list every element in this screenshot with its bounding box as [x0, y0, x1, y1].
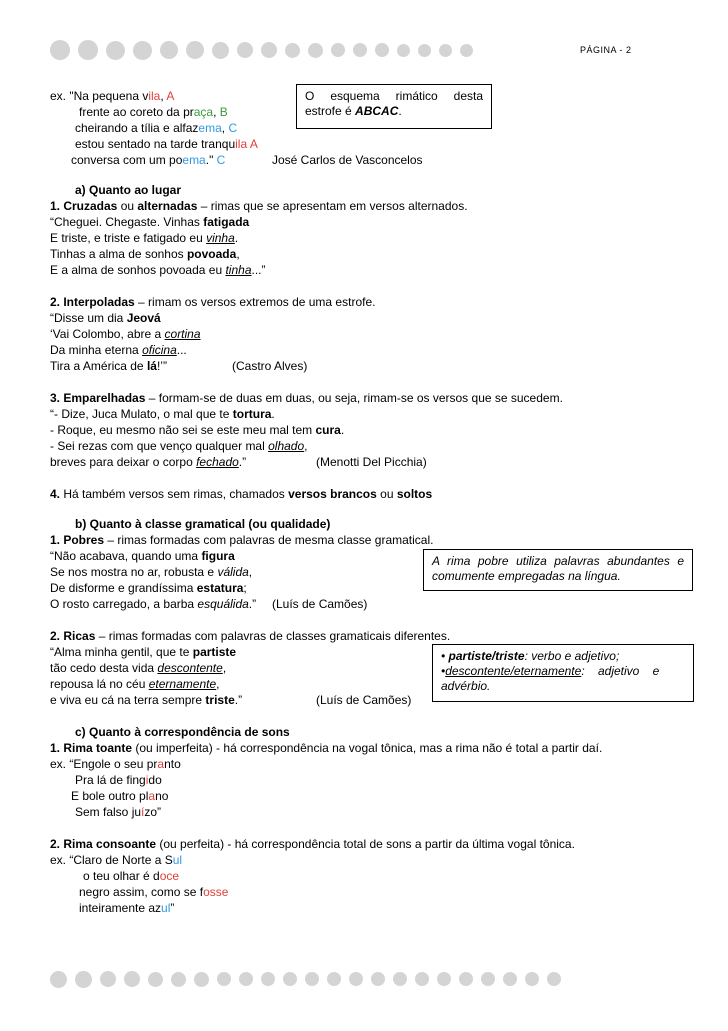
verse-text: .	[234, 231, 239, 245]
rhyme-vowel: a	[157, 757, 165, 771]
dot-icon	[75, 971, 92, 988]
verse-text: .”	[234, 693, 243, 707]
dot-icon	[133, 41, 152, 60]
verse-text: ,	[236, 247, 240, 261]
text: Há também versos sem rimas, chamados	[63, 487, 289, 501]
dot-icon	[459, 972, 473, 986]
dot-icon	[308, 43, 323, 58]
toante-line1	[50, 757, 181, 772]
pobres-poem-line3	[50, 581, 247, 596]
toante-line2	[75, 773, 162, 788]
ricas-poem-line4	[50, 693, 242, 708]
verse-text: inteiramente az	[79, 901, 162, 915]
term: 3. Emparelhadas	[50, 391, 146, 405]
interpoladas-definition	[50, 295, 375, 310]
verse-text: “- Dize, Juca Mulato, o mal que te	[50, 407, 233, 421]
text: – rimas formadas com palavras de mesma classe gramatical.	[104, 533, 434, 547]
poem2-line4	[50, 359, 167, 374]
dot-icon	[415, 972, 429, 986]
verse-text: repousa lá no céu	[50, 677, 149, 691]
verse-text: ex. "Na pequena v	[50, 89, 149, 103]
pobres-poem-line2	[50, 565, 252, 580]
rhyme-word: válida	[217, 565, 249, 579]
verse-text: Tira a América de	[50, 359, 147, 373]
dot-icon	[261, 42, 277, 58]
consoante-line4	[79, 901, 174, 916]
text: – formam-se de duas em duas, ou seja, rimam-se os versos que se sucedem.	[145, 391, 563, 405]
dot-icon	[305, 972, 319, 986]
footer-dots	[50, 968, 569, 990]
rhyme-word: povoada	[186, 247, 237, 261]
poem3-line3	[50, 439, 308, 454]
text: ou	[376, 487, 397, 501]
poem2-line1	[50, 311, 161, 326]
verse-text: Se nos mostra no ar, robusta e	[50, 565, 218, 579]
consoante-line1	[50, 853, 182, 868]
verse-text: - Sei rezas com que venço qualquer mal	[50, 439, 269, 453]
cruzadas-definition	[50, 199, 468, 214]
rhyme-tag: A	[166, 89, 175, 103]
rhyme-vowel: a	[148, 789, 156, 803]
term: 1. Rima toante	[50, 741, 133, 755]
poem1-line3	[50, 247, 240, 262]
item-number: 4.	[50, 487, 64, 501]
verse-text: conversa com um po	[71, 153, 183, 167]
poem3-line1	[50, 407, 275, 422]
rhyme-sound: osse	[203, 885, 229, 899]
rhyme-word: figura	[201, 549, 235, 563]
verse-text: tão cedo desta vida	[50, 661, 158, 675]
dot-icon	[239, 972, 253, 986]
dot-icon	[217, 972, 231, 986]
box-line-2	[441, 664, 685, 679]
term: versos brancos	[288, 487, 377, 501]
ricas-poem-author: (Luís de Camões)	[316, 693, 412, 707]
text: – rimam os versos extremos de uma estrofe.	[134, 295, 376, 309]
text: ou	[117, 199, 138, 213]
rhyme-word: oficina	[142, 343, 177, 357]
poem2-line2	[50, 327, 201, 342]
rhyme-word: esquálida	[197, 597, 249, 611]
rhyme-sound: ul	[172, 853, 183, 867]
dot-icon	[186, 41, 204, 59]
rhyme-word: Jeová	[126, 311, 161, 325]
verse-text: ...”	[251, 263, 266, 277]
box-text: : adjetivo e	[581, 664, 660, 678]
rhyme-word: fatigada	[203, 215, 250, 229]
verse-text: o teu olhar é d	[83, 869, 160, 883]
dot-icon	[160, 41, 178, 59]
rhyme-scheme-box	[296, 84, 492, 129]
verse-text: Pra lá de fing	[75, 773, 146, 787]
pobres-definition	[50, 533, 433, 548]
rhyme-word: vinha	[206, 231, 235, 245]
pobres-poem-line4	[50, 597, 256, 612]
text: – rimas formadas com palavras de classes gramaticais diferentes.	[95, 629, 451, 643]
rhyme-tag: B	[219, 105, 228, 119]
dot-icon	[124, 971, 140, 987]
rhyme-word: tinha	[225, 263, 252, 277]
rhyme-vowel: í	[141, 805, 145, 819]
verse-text: ,	[221, 121, 229, 135]
rhyme-word: cortina	[164, 327, 201, 341]
rhyme-sound: oce	[159, 869, 180, 883]
header-dots	[50, 39, 481, 61]
dot-icon	[418, 44, 431, 57]
rhyme-word: eternamente	[148, 677, 217, 691]
verse-text: “Cheguei. Chegaste. Vinhas	[50, 215, 204, 229]
dot-icon	[212, 42, 229, 59]
verse-text: Sem falso ju	[75, 805, 142, 819]
verse-text: “Não acabava, quando uma	[50, 549, 202, 563]
dot-icon	[393, 972, 407, 986]
bullet: •	[441, 649, 449, 663]
page-number: PÁGINA - 2	[580, 45, 632, 55]
rhyme-sound: ila	[235, 137, 248, 151]
pobres-poem-author: (Luís de Camões)	[272, 597, 368, 611]
toante-line3	[71, 789, 168, 804]
rhyme-tag: C	[216, 153, 226, 167]
toante-line4	[75, 805, 161, 820]
term: soltos	[396, 487, 433, 501]
poem3-line2	[50, 423, 344, 438]
rhyme-tag: C	[228, 121, 238, 135]
section-a-title: a) Quanto ao lugar	[75, 183, 182, 197]
box-text: : verbo e adjetivo;	[524, 649, 620, 663]
rima-rica-note-box	[432, 644, 694, 702]
rhyme-sound: ul	[161, 901, 171, 915]
example1-line2	[79, 105, 228, 120]
dot-icon	[460, 44, 473, 57]
rhyme-word: descontente	[157, 661, 223, 675]
verse-text: no	[155, 789, 169, 803]
verse-text: ,	[222, 661, 227, 675]
term: 2. Rima consoante	[50, 837, 157, 851]
ricas-poem-line3	[50, 677, 219, 692]
verse-text: ex. “Claro de Norte a S	[50, 853, 173, 867]
rhyme-sound: ema	[198, 121, 222, 135]
poem3-author: (Menotti Del Picchia)	[316, 455, 427, 469]
verse-text: negro assim, como se f	[79, 885, 204, 899]
verse-text: do	[148, 773, 162, 787]
dot-icon	[481, 972, 495, 986]
verse-text: e viva eu cá na terra sempre	[50, 693, 206, 707]
verse-text: Da minha eterna	[50, 343, 143, 357]
rhyme-tag: A	[249, 137, 258, 151]
verse-text: ."	[205, 153, 217, 167]
rhyme-word: olhado	[268, 439, 305, 453]
rhyme-word: tortura	[232, 407, 272, 421]
rhyme-sound: aça	[193, 105, 214, 119]
section-b-title: b) Quanto à classe gramatical (ou qualidade)	[75, 517, 331, 531]
dot-icon	[285, 43, 300, 58]
rhyme-scheme: ABCAC	[355, 104, 399, 118]
rhyme-sound: ila	[148, 89, 161, 103]
term: 1. Cruzadas	[50, 199, 118, 213]
poem2-author: (Castro Alves)	[232, 359, 308, 373]
poem3-line4	[50, 455, 246, 470]
verse-text: “Disse um dia	[50, 311, 127, 325]
box-text: A rima pobre utiliza palavras abundantes e comumente empregadas na língua.	[432, 554, 684, 583]
verse-text: frente ao coreto da pr	[79, 105, 194, 119]
dot-icon	[100, 971, 116, 987]
verse-text: .”	[238, 455, 247, 469]
poem1-line1	[50, 215, 249, 230]
poem1-line4	[50, 263, 266, 278]
rhyme-word: fechado	[196, 455, 239, 469]
rima-consoante-definition	[50, 837, 575, 852]
ricas-poem-line1	[50, 645, 236, 660]
example1-line3	[75, 121, 237, 136]
verse-text: estou sentado na tarde tranqu	[75, 137, 236, 151]
pobres-poem-line1	[50, 549, 235, 564]
term: 1. Pobres	[50, 533, 105, 547]
example1-line4	[75, 137, 258, 152]
dot-icon	[194, 972, 209, 987]
rhyme-vowel: i	[145, 773, 149, 787]
poem1-line2	[50, 231, 238, 246]
dot-icon	[397, 44, 410, 57]
rhyme-word: estatura	[196, 581, 244, 595]
verse-text: Tinhas a alma de sonhos	[50, 247, 187, 261]
dot-icon	[50, 971, 67, 988]
verse-text: ,	[216, 677, 220, 691]
verse-text: ...	[176, 343, 187, 357]
verse-text: ex. “Engole o seu pr	[50, 757, 158, 771]
example1-line1	[50, 89, 174, 104]
dot-icon	[331, 43, 345, 57]
dot-icon	[327, 972, 341, 986]
dot-icon	[503, 972, 517, 986]
verse-text: O rosto carregado, a barba	[50, 597, 198, 611]
verse-text: ”	[170, 901, 175, 915]
verse-text: E a alma de sonhos povoada eu	[50, 263, 226, 277]
verse-text: cheirando a tília e alfaz	[75, 121, 199, 135]
rhyme-word: cura	[315, 423, 341, 437]
box-text: O esquema rimático desta estrofe é	[305, 89, 483, 118]
word-pair: partiste/triste	[448, 649, 525, 663]
verse-text: ;	[243, 581, 247, 595]
rhyme-sound: ema	[182, 153, 206, 167]
rima-toante-definition	[50, 741, 602, 756]
verse-text: ,	[304, 439, 308, 453]
word-pair: descontente/eternamente	[445, 664, 582, 678]
verse-text: - Roque, eu mesmo não sei se este meu mal tem	[50, 423, 316, 437]
text: – rimas que se apresentam em versos alternados.	[197, 199, 468, 213]
dot-icon	[106, 41, 125, 60]
ricas-poem-line2	[50, 661, 226, 676]
rhyme-word: lá	[146, 359, 157, 373]
verse-text: breves para deixar o corpo	[50, 455, 197, 469]
consoante-line2	[83, 869, 179, 884]
section-c-title: c) Quanto à correspondência de sons	[75, 725, 290, 739]
verse-text: .”	[248, 597, 257, 611]
verse-text: E bole outro pl	[71, 789, 149, 803]
ricas-definition	[50, 629, 450, 644]
poem2-line3	[50, 343, 187, 358]
dot-icon	[375, 43, 389, 57]
verse-text: De disforme e grandíssima	[50, 581, 197, 595]
dot-icon	[349, 972, 363, 986]
box-text: .	[398, 104, 402, 118]
dot-icon	[171, 972, 186, 987]
box-line-3: advérbio.	[441, 679, 491, 693]
dot-icon	[50, 40, 70, 60]
dot-icon	[78, 40, 98, 60]
box-line-1	[441, 649, 685, 664]
text: (ou imperfeita) - há correspondência na vogal tônica, mas a rima não é total a partir daí.	[132, 741, 603, 755]
dot-icon	[525, 972, 539, 986]
verse-text: E triste, e triste e fatigado eu	[50, 231, 207, 245]
dot-icon	[261, 972, 275, 986]
term: 2. Ricas	[50, 629, 96, 643]
verse-text: .	[340, 423, 345, 437]
consoante-line3	[79, 885, 228, 900]
verse-text: ‘Vai Colombo, abre a	[50, 327, 165, 341]
verse-text: .	[271, 407, 275, 421]
verse-text: ,	[160, 89, 167, 103]
rhyme-word: triste	[205, 693, 235, 707]
dot-icon	[437, 972, 451, 986]
bullet: •	[441, 664, 446, 678]
verse-text: !’”	[156, 359, 167, 373]
dot-icon	[237, 42, 253, 58]
verse-text: ,	[213, 105, 220, 119]
dot-icon	[283, 972, 297, 986]
term: alternadas	[137, 199, 198, 213]
versos-brancos-note	[50, 487, 432, 502]
verse-text: ,	[248, 565, 253, 579]
dot-icon	[353, 43, 367, 57]
verse-text: zo”	[144, 805, 162, 819]
rima-pobre-note-box	[423, 549, 693, 591]
dot-icon	[371, 972, 385, 986]
term: 2. Interpoladas	[50, 295, 135, 309]
example1-line5	[71, 153, 225, 168]
dot-icon	[148, 972, 163, 987]
example1-author: José Carlos de Vasconcelos	[272, 153, 423, 167]
emparelhadas-definition	[50, 391, 563, 406]
verse-text: nto	[164, 757, 181, 771]
rhyme-word: partiste	[192, 645, 237, 659]
text: (ou perfeita) - há correspondência total de sons a partir da última vogal tônica.	[156, 837, 575, 851]
verse-text: “Alma minha gentil, que te	[50, 645, 193, 659]
dot-icon	[439, 44, 452, 57]
dot-icon	[547, 972, 561, 986]
